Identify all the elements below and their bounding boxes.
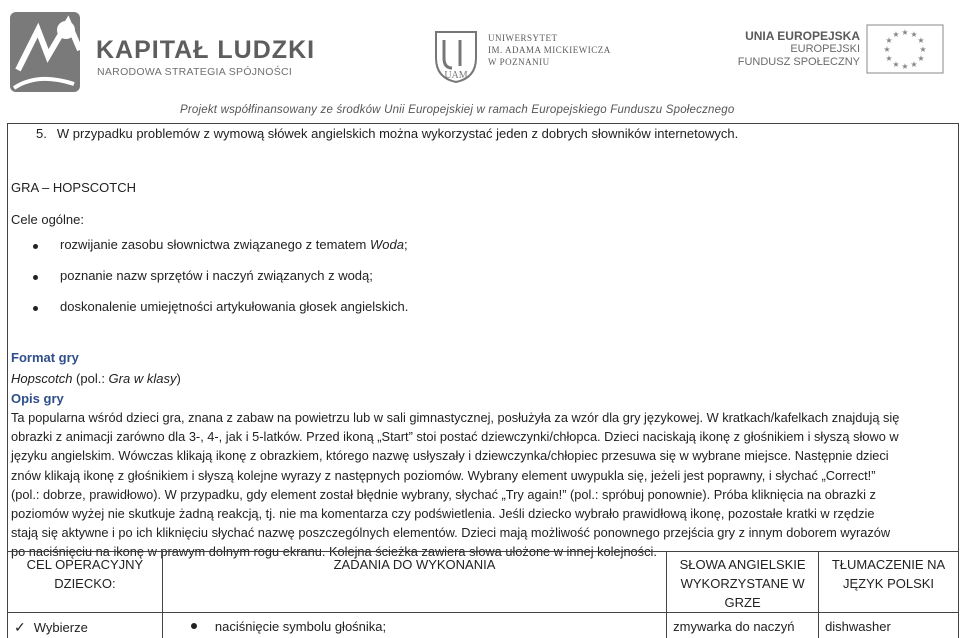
- table-header-row: [8, 552, 959, 613]
- task-bullet: [191, 623, 197, 629]
- kapital-ludzki-title: KAPITAŁ LUDZKI: [96, 36, 316, 64]
- svg-text:★: ★: [919, 45, 927, 54]
- uam-name: UNIWERSYTET IM. ADAMA MICKIEWICZA W POZNANIU: [488, 33, 611, 67]
- format-name: Hopscotch (pol.: Gra w klasy): [11, 371, 181, 386]
- svg-text:★: ★: [885, 54, 893, 63]
- header-goal: CEL OPERACYJNY DZIECKO:: [8, 552, 163, 613]
- header-polish-translation: TŁUMACZENIE NA JĘZYK POLSKI: [819, 552, 959, 613]
- goals-heading: Cele ogólne:: [11, 212, 84, 227]
- svg-text:★: ★: [901, 28, 909, 37]
- svg-text:★: ★: [910, 60, 918, 69]
- goal-bullet: [33, 275, 38, 280]
- eu-flag-icon: [866, 24, 944, 74]
- table-row: [8, 613, 959, 638]
- cell-goal: ✓ Wybierze: [8, 613, 163, 638]
- description-line: obrazki z animacji zarówno dla 3-, 4-, jak i 5-latków. Przed ikoną „Start” stoi postać dziewczynki/chłopca. Dzieci naciskają ikonę z głośnikiem i słyszą słowo w: [11, 429, 899, 445]
- description-line: Ta popularna wśród dzieci gra, znana z zabaw na powietrzu lub w sali gimnastycznej, posłużyła za wzór dla gry językowej. W kratkach/kafelkach znajdują się: [11, 410, 900, 425]
- cell-english: zmywarka do naczyń: [667, 613, 819, 638]
- svg-text:★: ★: [917, 54, 925, 63]
- uam-logo-icon: [430, 28, 482, 84]
- svg-text:★: ★: [885, 36, 893, 45]
- cell-polish: dishwasher: [819, 613, 959, 638]
- header-tasks: ZADANIA DO WYKONANIA: [162, 552, 666, 613]
- goal-bullet: [33, 306, 38, 311]
- uam-mark: UAM: [444, 70, 468, 81]
- goal-bullet: [33, 244, 38, 249]
- point-5-text: W przypadku problemów z wymową słówek angielskich można wykorzystać jeden z dobrych słowników internetowych.: [56, 126, 739, 141]
- kapital-ludzki-logo-icon: [8, 10, 90, 96]
- project-funding-line: Projekt współfinansowany ze środków Unii Europejskiej w ramach Europejskiego Funduszu Społecznego: [180, 104, 735, 116]
- document-header: [0, 0, 960, 122]
- description-line: języku angielskim. Wówczas klikają ikonę z obrazkiem, którego nazwę usłyszały i dziewczynka/chłopiec przesuwa się w wybrane miejsce. Następnie dzieci: [11, 448, 889, 464]
- point-5-number: 5.: [36, 126, 47, 141]
- game-description: [11, 408, 951, 562]
- checkmark-icon: ✓: [14, 619, 26, 635]
- svg-text:★: ★: [892, 60, 900, 69]
- svg-text:★: ★: [883, 45, 891, 54]
- goal-item-1: rozwijanie zasobu słownictwa związanego z tematem Woda;: [60, 237, 408, 252]
- svg-text:★: ★: [910, 30, 918, 39]
- kapital-ludzki-subtitle: NARODOWA STRATEGIA SPÓJNOŚCI: [97, 66, 293, 78]
- goal-item-2: poznanie nazw sprzętów i naczyń związanych z wodą;: [60, 268, 373, 283]
- description-line: stają się aktywne i po ich kliknięciu słychać nazwę poszczególnych elementów. Dzieci mają możliwość ponownego przejścia gry z innym doborem wyrazów: [11, 525, 891, 541]
- eu-name: UNIA EUROPEJSKA EUROPEJSKI FUNDUSZ SPOŁECZNY: [737, 29, 860, 68]
- svg-text:★: ★: [901, 62, 909, 71]
- format-heading: Format gry: [11, 350, 79, 365]
- description-line: poziomów wyżej nie skutkuje żadną reakcją, tj. nie ma komentarza czy podświetlenia. Jeśli dziecko wybrało prawidłową ikonę, pozostałe kratki w rzędzie: [11, 506, 875, 522]
- game-title: GRA – HOPSCOTCH: [11, 180, 136, 195]
- description-line: (pol.: dobrze, prawidłowo). W przypadku, gdy element został błędnie wybrany, słychać „Try again!” (pol.: spróbuj ponownie). Próba kliknięcia na obrazki z: [11, 486, 876, 502]
- point-5: [36, 126, 738, 141]
- description-line: znów klikają ikonę z głośnikiem i słyszą kolejne wyrazy z następnych poziomów. Wybrany element uwypukla się, jeżeli jest poprawny, i słychać „Correct!”: [11, 467, 876, 483]
- description-heading: Opis gry: [11, 391, 64, 406]
- goal-item-3: doskonalenie umiejętności artykułowania głosek angielskich.: [60, 299, 409, 314]
- operational-goals-table: [7, 551, 959, 638]
- svg-text:★: ★: [917, 36, 925, 45]
- header-english-words: SŁOWA ANGIELSKIE WYKORZYSTANE W GRZE: [667, 552, 819, 613]
- cell-task: naciśnięcie symbolu głośnika;: [162, 613, 666, 638]
- svg-text:★: ★: [892, 30, 900, 39]
- description-line: po naciśnięciu na ikonę w prawym dolnym rogu ekranu. Kolejna ścieżka zawiera słowa ułożone w innej kolejności.: [11, 544, 657, 560]
